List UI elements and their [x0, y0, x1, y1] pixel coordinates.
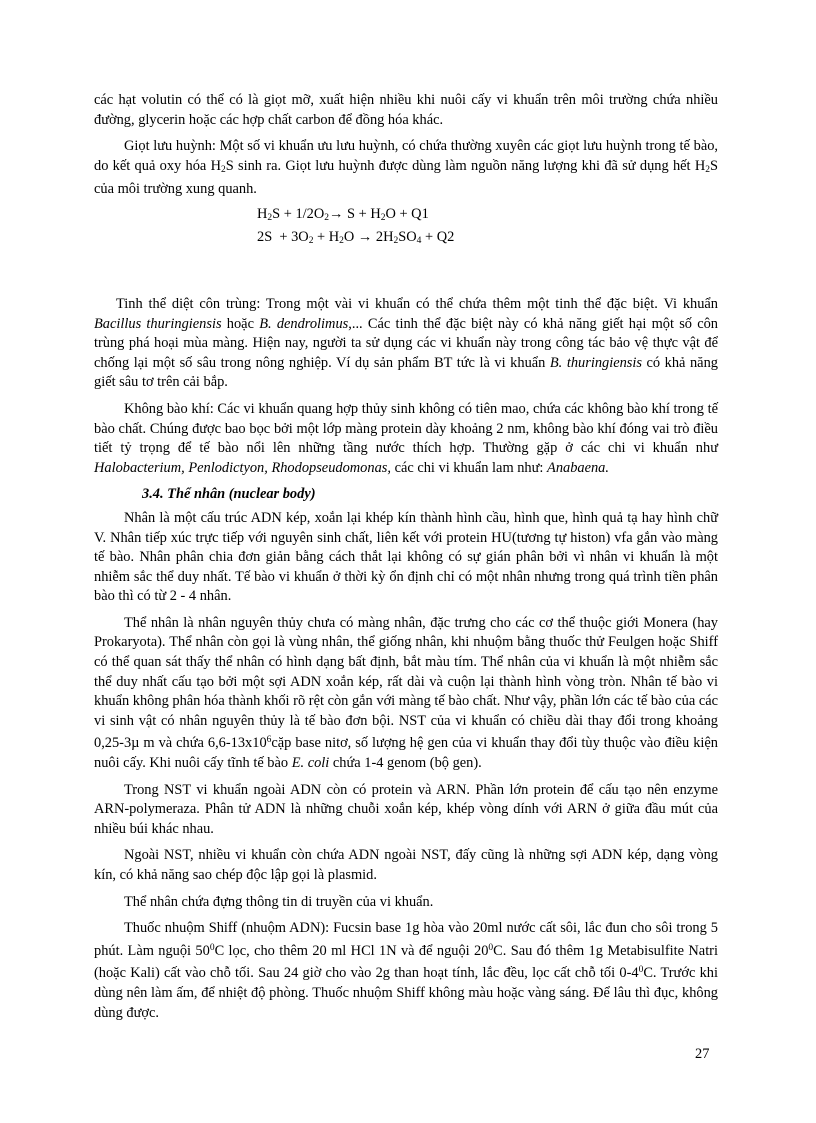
paragraph-nucleoid: Thể nhân là nhân nguyên thủy chưa có màng nhân, đặc trưng cho các cơ thể thuộc giới Monera (hay Prokaryota). Thể nhân còn gọi là vùng nhân, thể giống nhân, khi nhuộm bằng thuốc thử Feulgen hoặc Shiff có thể quan sát thấy thể nhân có hình dạng bất định, bắt màu tím. Thể nhân của vi khuẩn là một nhiễm sắc thể duy nhất cấu tạo bởi một sợi ADN xoắn kép, rất dài và cuộn lại thành hình vòng tròn. Nhân tế bào vi khuẩn không phân hóa thành khối rõ rệt còn gắn với màng tế bào chất. Như vậy, phần lớn các tế bào của các vi sinh vật có nhân nguyên thủy là tế bào đơn bội. NST của vi khuẩn có chiều dài thay đổi trong khoảng 0,25-3µ m và chứa $6,6-13x10^6cặp$ base nitơ, số lượng hệ gen của vi khuẩn thay đổi tùy thuộc vào điều kiện nuôi cấy. Khi nuôi cấy tĩnh tế bào E. coli chứa 1-4 genom (bộ gen). [94, 614, 718, 772]
paragraph-nucleus: Nhân là một cấu trúc ADN kép, xoắn lại khép kín thành hình cầu, hình que, hình quả tạ hay hình chữ V. Nhân tiếp xúc trực tiếp với nguyên sinh chất, liên kết với protein HU(tương tự histon) vfa gắn vào màng tế bào. Nhân phân chia đơn giản bằng cách thắt lại không có sự gián phân bởi vì nhân vi khuẩn là một nhiễm sắc thể duy nhất. Tế bào vi khuẩn ở thời kỳ ổn định chỉ có một nhân nhưng trong quá trình tiền phân bào thì có từ 2 - 4 nhân. [94, 509, 718, 605]
paragraph-gas-vacuole: Không bào khí: Các vi khuẩn quang hợp thủy sinh không có tiên mao, chứa các không bào khí trong tế bào chất. Chúng được bao bọc bởi một lớp màng protein dày khoảng 2 nm, không bào khí đóng vai trò điều tiết tỷ trọng để tế bào nổi lên những tầng nước thích hợp. Thường gặp ở các chi vi khuẩn như Halobacterium, Penlodictyon, Rhodopseudomonas, các chi vi khuẩn lam như: Anabaena. [94, 400, 718, 476]
section-heading: 3.4. Thể nhân (nuclear body) [142, 486, 316, 503]
paragraph-shiff-stain: Thuốc nhuộm Shiff (nhuộm ADN): Fucsin base 1g hòa vào 20ml nước cất sôi, lắc đun cho sôi trong 5 phút. Làm nguội $50^0C$ lọc, cho thêm 20 ml HCl 1N và để nguội $20^0C$. Sau đó thêm 1g Metabisulfite Natri (hoặc Kali) cất vào chỗ tối. Sau 24 giờ cho vào 2g than hoạt tính, lắc đều, lọc cất chỗ tối $0-4^0C$. Trước khi dùng nên làm ấm, để nhiệt độ phòng. Thuốc nhuộm Shiff không màu hoặc vàng sáng. Để lâu thì đục, không dùng được. [94, 920, 718, 1021]
paragraph-volutin: các hạt volutin có thể có là giọt mỡ, xuất hiện nhiều khi nuôi cấy vi khuẩn trên môi trường chứa nhiều đường, glycerin hoặc các hợp chất carbon để đồng hóa khác. [94, 92, 718, 128]
equations [94, 205, 718, 251]
equation-2: $2S + 3O_2 + H_2O \to 2H_2SO_4 + Q2$ [257, 228, 455, 246]
paragraph-insecticidal-crystal: Tinh thể diệt côn trùng: Trong một vài vi khuẩn có thể chứa thêm một tinh thể đặc biệt. Vi khuẩn Bacillus thuringiensis hoặc B. dendrolimus,... Các tinh thể đặc biệt này có khả năng giết hại một số côn trùng phá hoại mùa màng. Hiện nay, người ta sử dụng các vi khuẩn này trong công tác bảo vệ thực vật để chống lại một số sâu trong nông nghiệp. Ví dụ sản phẩm BT tức là vi khuẩn B. thuringiensis có khả năng giết sâu tơ trên cải bắp. [94, 295, 719, 391]
page-number: 27 [695, 1046, 710, 1062]
page-content [94, 91, 718, 1030]
paragraph-sulfur-droplets: Giọt lưu huỳnh: Một số vi khuẩn ưu lưu huỳnh, có chứa thường xuyên các giọt lưu huỳnh trong tế bào, do kết quả oxy hóa $H_2S$ sinh ra. Giọt lưu huỳnh được dùng làm nguồn năng lượng khi đã sử dụng hết $H_2S$ của môi trường xung quanh. [94, 138, 718, 198]
equation-1: $H_2S + 1/2O_2\to S + H_2O + Q1$ [257, 205, 429, 223]
paragraph-genetic-info: Thể nhân chứa đựng thông tin di truyền của vi khuẩn. [124, 893, 434, 910]
paragraph-nst-protein: Trong NST vi khuẩn ngoài ADN còn có protein và ARN. Phần lớn protein để cấu tạo nên enzyme ARN-polymeraza. Phân tử ADN là những chuỗi xoắn kép, khép vòng dính với ARN ở giữa đầu mút của nhiều búi khác nhau. [94, 781, 718, 837]
paragraph-plasmid: Ngoài NST, nhiều vi khuẩn còn chứa ADN ngoài NST, đấy cũng là những sợi ADN kép, dạng vòng kín, có khả năng sao chép độc lập gọi là plasmid. [94, 847, 718, 883]
